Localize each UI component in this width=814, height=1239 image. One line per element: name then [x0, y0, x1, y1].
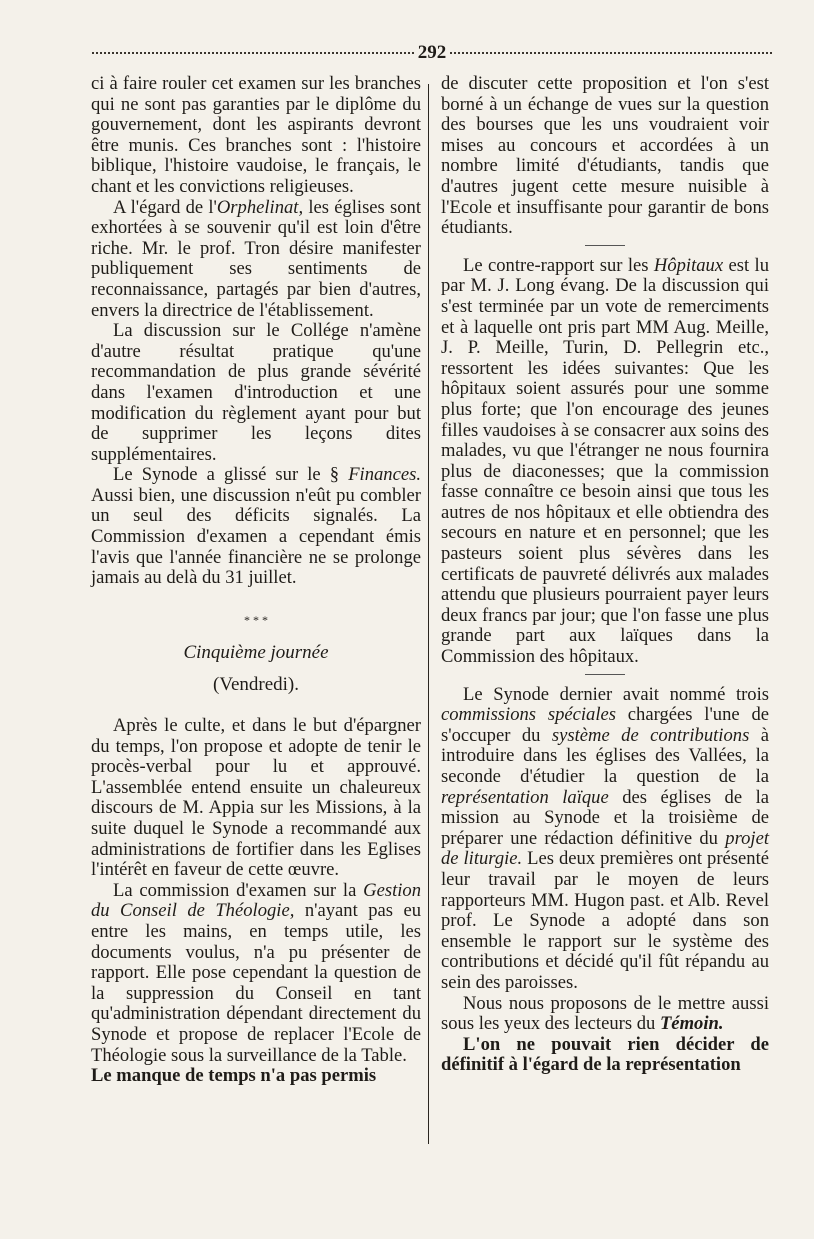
text: des églises de la mission au Synode et la troisième de préparer une rédaction définitive du [441, 786, 769, 849]
paragraph-last-line [91, 1066, 421, 1087]
italic-text: Hôpitaux [653, 254, 724, 276]
italic-text: projet de liturgie. [441, 827, 769, 870]
text: les églises sont exhortées à se souvenir qu'il est loin d'être riche. Mr. le prof. Tron désire manifester publiquement ses sentiments de reconnaissance, partagés par bien d'autres, envers la directrice de l'établissement. [91, 196, 421, 321]
page-number: 292 [417, 42, 447, 63]
italic-text: Gestion du Conseil de Théologie, [91, 879, 421, 922]
text: chargées l'une de s'occuper du [441, 704, 769, 746]
text: n'ayant pas eu entre les mains, en temps utile, les documents voulus, n'a pu présenter de rapport. Elle pose cependant la question de la suppression du Conseil en tant qu'administration dépendant directement du Synode et propose de replacer l'Ecole de Théologie sous la surveillance de la Table. [91, 900, 421, 1066]
text: est lu par M. J. Long évang. De la discussion qui s'est terminée par un vote de remerciments et à laquelle ont pris part MM Aug. Meille, J. P. Meille, Turin, D. Pellegrin etc., ressortent les idées suivantes: Que les hôpitaux soient assurés pour une somme plus forte; que l'on encourage des jeunes filles vaudoises à se consacrer aux soins des malades, vu que l'étranger ne nous fournira plus de diaconesses; que la commission fasse connaître ce besoin ainsi que tous les autres de nos hôpitaux et elle obtiendra des secours en nature et en personnel; que les pasteurs soient plus sévères dans les certificats de pauvreté délivrés aux malades attendu que plusieurs pourraient payer leurs deux francs par jour; que l'on fasse une plus grande part aux laïques dans la Commission des hôpitaux. [441, 254, 769, 668]
italic-text: représentation laïque [441, 786, 609, 808]
text: L'on ne pouvait rien décider de définitif à l'égard de la représentation [441, 1033, 769, 1076]
text: à introduire dans les églises des Vallées, la seconde d'étudier la question de la [441, 724, 769, 787]
section-subtitle: (Vendredi). [213, 674, 299, 696]
text: Le manque de temps n'a pas permis [91, 1065, 377, 1087]
right-column [441, 74, 769, 1076]
paragraph-last-line [441, 1035, 769, 1076]
italic-text: Finances. [348, 464, 421, 486]
text: Le contre-rapport sur les [463, 254, 654, 276]
section-stars: * * * [244, 612, 268, 627]
header-rule-right [450, 52, 772, 54]
text: ci à faire rouler cet examen sur les branches qui ne sont pas garanties par le diplôme du gouvernement, dont les aspirants devront être munis. Ces branches sont : l'histoire biblique, l'histoire vaudoise, le français, le chant et les convictions religieuses. [91, 73, 421, 197]
italic-text: système de contributions [551, 724, 750, 746]
paragraph-hopitaux [441, 256, 769, 668]
paragraph-commissions [441, 685, 769, 994]
text: Nous nous proposons de le mettre aussi sous les yeux des lecteurs du [441, 992, 769, 1035]
page-header [92, 42, 772, 64]
paragraph-temoin [441, 994, 769, 1035]
italic-text: Témoin. [659, 1013, 724, 1035]
paragraph-theologie [91, 881, 421, 1066]
text: Le Synode dernier avait nommé trois [463, 683, 769, 705]
text: Après le culte, et dans le but d'épargner du temps, l'on propose et adopte de tenir le procès-verbal pour lu et approuvé. L'assemblée entend ensuite un chaleureux discours de M. Appia sur les Missions, à la suite duquel le Synode a recommandé aux administrations de fortifier dans les Eglises l'intérêt en faveur de cette œuvre. [91, 715, 421, 881]
text: A l'égard de l' [113, 196, 217, 218]
text: La commission d'examen sur la [113, 879, 364, 901]
text: Les deux premières ont présenté leur travail par le moyen de leurs rapporteurs MM. Hugon past. et Alb. Revel prof. Le Synode a adopté dans son ensemble le rapport sur le système des contributions et décidé qu'il fût répandu au sein des paroisses. [441, 848, 769, 993]
column-divider [428, 84, 429, 1144]
separator [585, 674, 625, 675]
paragraph-college [91, 321, 421, 465]
text: de discuter cette proposition et l'on s'est borné à un échange de vues sur la question des bourses que les uns voudraient voir mises au concours et accordées à un nombre limité d'étudiants, tandis que d'autres jugent cette mesure nuisible à l'Ecole et insuffisante pour garantir de bons étudiants. [441, 73, 769, 239]
paragraph-orphelinat [91, 198, 421, 322]
text: Le Synode a glissé sur le § [113, 464, 349, 486]
italic-text: commissions spéciales [441, 704, 616, 726]
text: Aussi bien, une discussion n'eût pu combler un seul des déficits signalés. La Commission d'examen a cependant émis l'avis que l'année financière ne se prolonge jamais au delà du 31 juillet. [91, 484, 421, 589]
section-title: Cinquième journée [183, 641, 329, 663]
separator [585, 245, 625, 246]
left-column [91, 74, 421, 1087]
header-rule-left [92, 52, 414, 54]
text: La discussion sur le Collége n'amène d'autre résultat pratique qu'une recommandation de plus grande sévérité dans l'examen d'introduction et une modification du règlement ayant pour but de supprimer les leçons dites supplémentaires. [91, 320, 421, 465]
paragraph-finances [91, 465, 421, 589]
paragraph [441, 74, 769, 239]
italic-text: Orphelinat, [216, 196, 304, 218]
paragraph [91, 74, 421, 198]
paragraph-culte [91, 716, 421, 881]
